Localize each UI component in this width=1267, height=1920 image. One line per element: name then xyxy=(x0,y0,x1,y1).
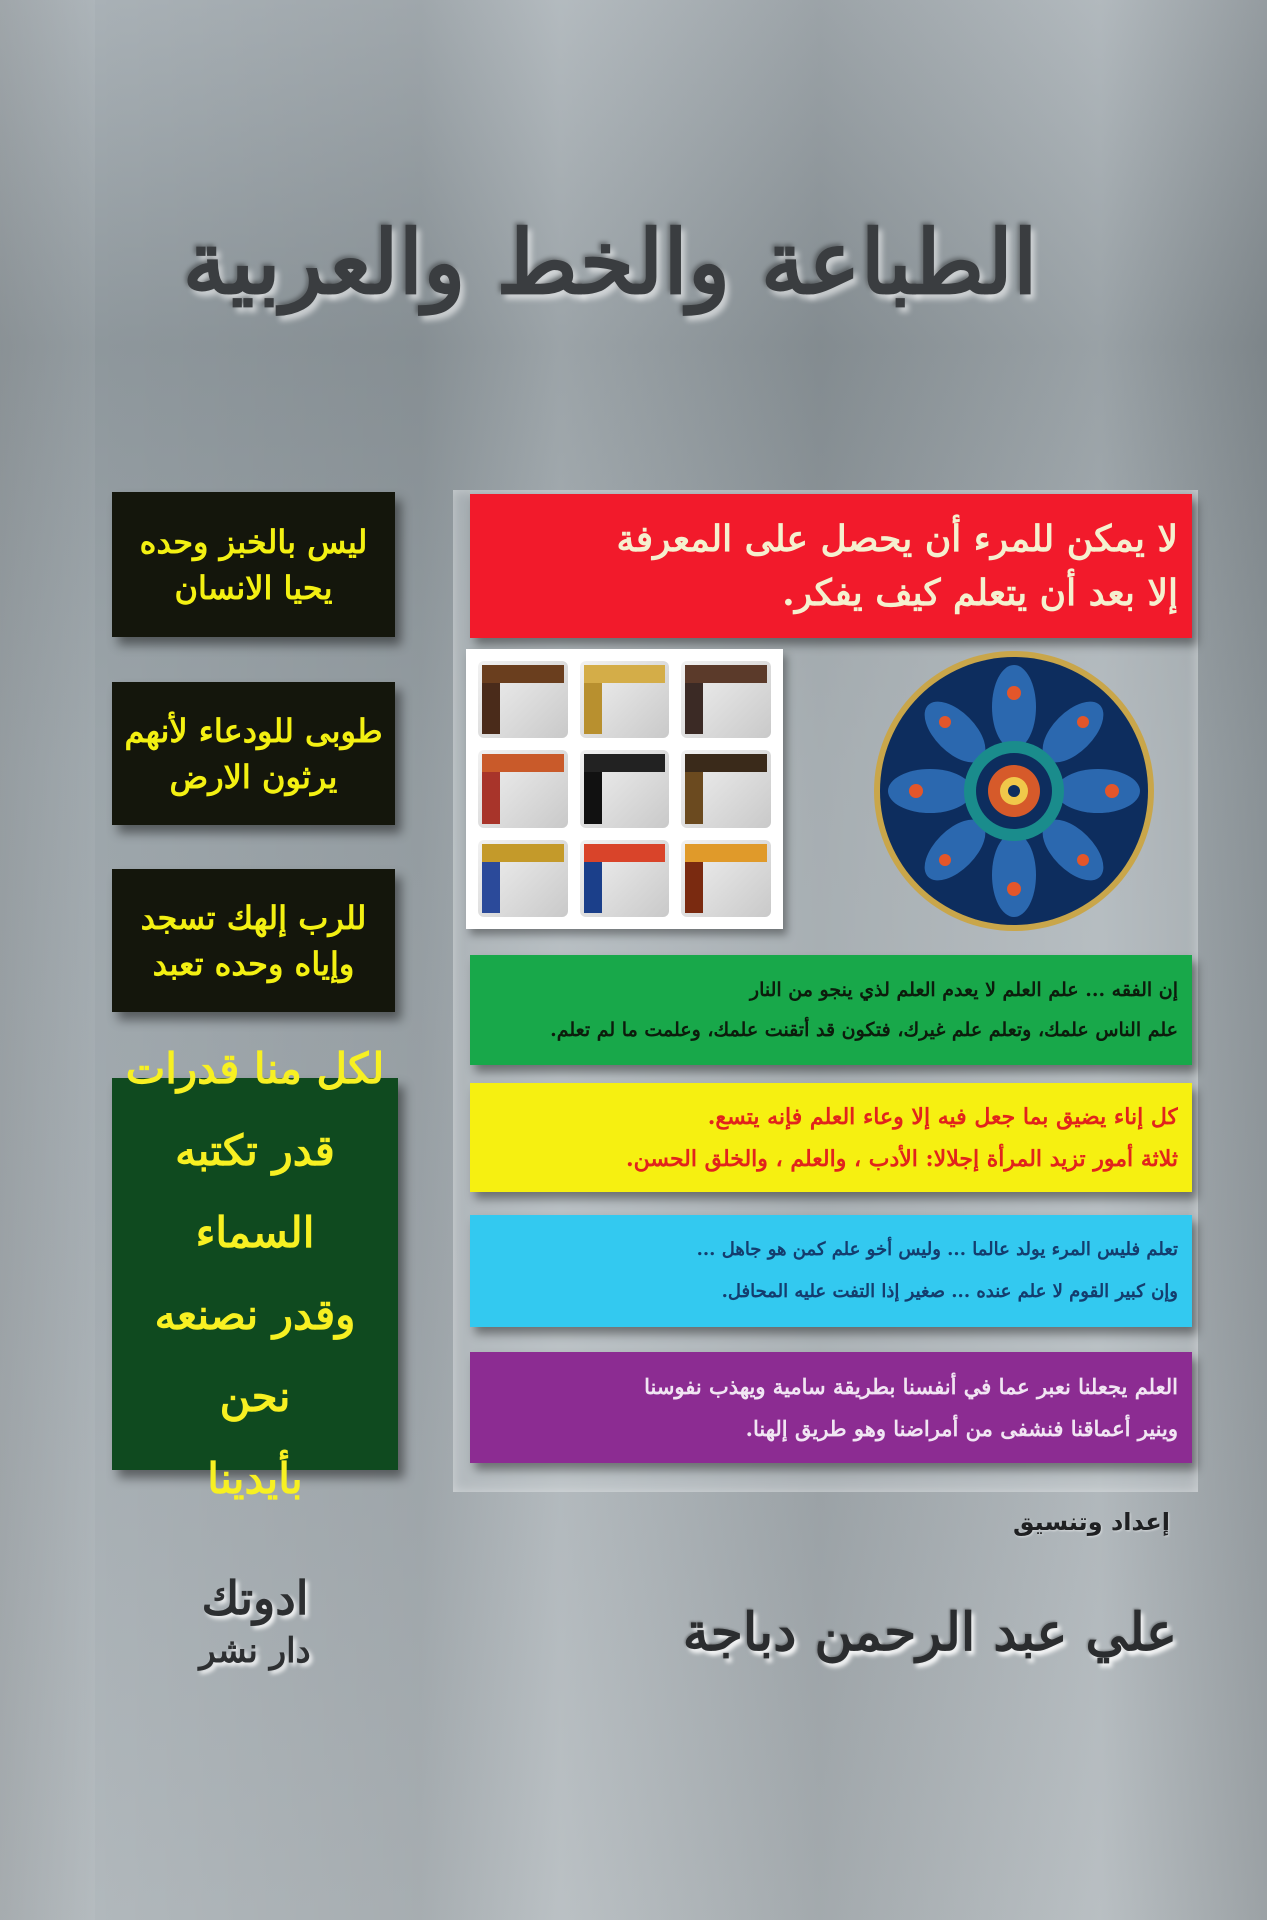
green-quote-line1: لكل منا قدرات xyxy=(125,1044,385,1093)
green-quote-line2: قدر تكتبه السماء xyxy=(175,1126,335,1257)
publisher-type: دار نشر xyxy=(199,1631,311,1671)
green-quote-box xyxy=(112,1044,398,1503)
side-quote-1-line1: ليس بالخبز وحده xyxy=(139,522,368,561)
side-quote-3 xyxy=(112,869,395,1012)
credit-label: إعداد وتنسيق xyxy=(1013,1508,1170,1536)
yellow-band-line1: كل إناء يضيق بما جعل فيه إلا وعاء العلم فإنه يتسع. xyxy=(707,1103,1178,1130)
green-band-line2: علم الناس علمك، وتعلم علم غيرك، فتكون قد أتقنت علمك، وعلمت ما لم تعلم. xyxy=(550,1019,1178,1041)
ornament-corner-tile xyxy=(580,661,670,738)
yellow-quote-band xyxy=(470,1083,1192,1192)
side-quote-2 xyxy=(112,682,395,825)
publisher-logo xyxy=(165,1568,345,1674)
cyan-quote-band xyxy=(470,1215,1192,1327)
green-quote-line3: وقدر نصنعه نحن xyxy=(154,1290,356,1421)
side-quote-1 xyxy=(112,492,395,637)
red-quote-band xyxy=(470,494,1192,638)
ornament-corner-tile xyxy=(478,840,568,917)
purple-band-line2: وينير أعماقنا فنشفى من أمراضنا وهو طريق إلهنا. xyxy=(745,1415,1178,1441)
ornament-corner-tile xyxy=(681,661,771,738)
red-band-line1: لا يمكن للمرء أن يحصل على المعرفة xyxy=(616,518,1178,560)
side-quote-3-line1: للرب إلهك تسجد xyxy=(140,898,367,937)
cover-shade-strip xyxy=(0,0,95,1920)
side-quote-1-line2: يحيا الانسان xyxy=(174,568,333,607)
author-name: علي عبد الرحمن دباجة xyxy=(682,1602,1178,1663)
book-title: الطباعة والخط والعربية xyxy=(182,210,1038,314)
purple-quote-band xyxy=(470,1352,1192,1463)
cyan-band-line1: تعلم فليس المرء يولد عالما ... وليس أخو علم كمن هو جاهل ... xyxy=(696,1239,1178,1260)
side-quote-2-line2: يرثون الارض xyxy=(169,757,338,796)
ornament-corner-tile xyxy=(580,750,670,827)
side-quote-2-line1: طوبى للودعاء لأنهم xyxy=(124,711,383,750)
green-band-line1: إن الفقه ... علم العلم لا يعدم العلم لذي ينجو من النار xyxy=(749,979,1178,1001)
ornament-corner-tile xyxy=(681,840,771,917)
green-quote-line4: بأيدينا xyxy=(207,1454,303,1503)
ornament-corner-tile xyxy=(580,840,670,917)
islamic-medallion-image xyxy=(872,649,1156,933)
ornament-corner-tile xyxy=(478,661,568,738)
ornament-corner-tile xyxy=(478,750,568,827)
ornament-corner-tile xyxy=(681,750,771,827)
green-quote-band xyxy=(470,955,1192,1065)
cyan-band-line2: وإن كبير القوم لا علم عنده ... صغير إذا التفت عليه المحافل. xyxy=(721,1281,1178,1302)
purple-band-line1: العلم يجعلنا نعبر عما في أنفسنا بطريقة سامية ويهذب نفوسنا xyxy=(644,1373,1178,1399)
yellow-band-line2: ثلاثة أمور تزيد المرأة إجلالا: الأدب ، والعلم ، والخلق الحسن. xyxy=(625,1145,1178,1172)
ornament-tile-grid xyxy=(466,649,783,929)
side-quote-3-line2: وإياه وحده تعبد xyxy=(152,944,355,983)
red-band-line2: إلا بعد أن يتعلم كيف يفكر. xyxy=(782,572,1178,614)
publisher-name: ادوتك xyxy=(201,1571,309,1625)
